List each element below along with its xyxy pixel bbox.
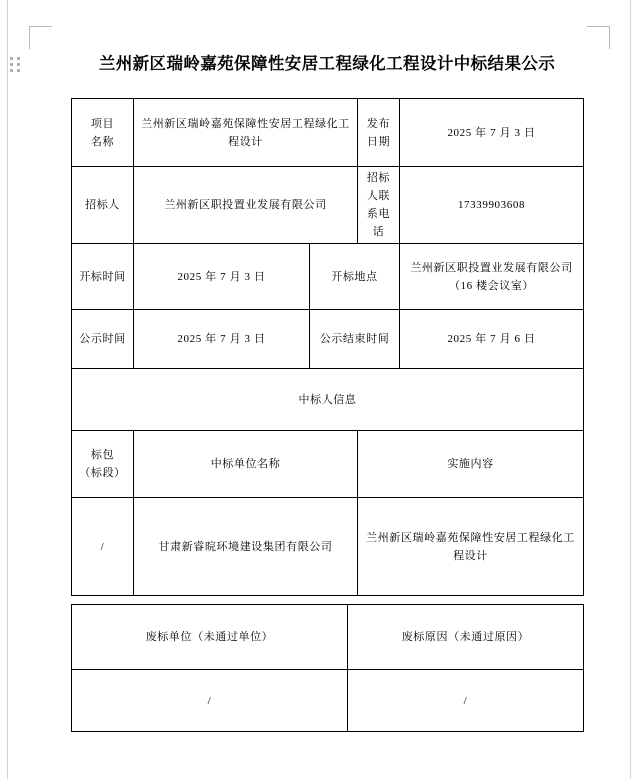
cell-publicity-time-value: 2025 年 7 月 3 日 bbox=[134, 310, 310, 369]
margin-corner-top-right-icon bbox=[587, 26, 610, 49]
table-row bbox=[72, 431, 584, 498]
page-title: 兰州新区瑞岭嘉苑保障性安居工程绿化工程设计中标结果公示 bbox=[98, 55, 556, 73]
page-edge-right bbox=[630, 0, 631, 779]
drag-dot bbox=[10, 63, 13, 66]
cell-winner-section-title: 中标人信息 bbox=[72, 369, 584, 431]
table-row bbox=[72, 99, 584, 167]
table-row bbox=[72, 498, 584, 596]
cell-publish-date-label: 发布日期 bbox=[358, 99, 400, 167]
margin-corner-top-left-icon bbox=[29, 26, 52, 49]
reject-info-table bbox=[71, 604, 584, 732]
cell-tenderer-value: 兰州新区职投置业发展有限公司 bbox=[134, 167, 358, 244]
table-row bbox=[72, 670, 584, 732]
table-row bbox=[72, 605, 584, 670]
cell-publicity-time-label: 公示时间 bbox=[72, 310, 134, 369]
cell-winner-unit-header: 中标单位名称 bbox=[134, 431, 358, 498]
page-edge-left bbox=[7, 0, 8, 779]
drag-dot bbox=[17, 63, 20, 66]
cell-project-name-label bbox=[72, 99, 134, 167]
cell-tenderer-label: 招标人 bbox=[72, 167, 134, 244]
table-row bbox=[72, 167, 584, 244]
cell-bid-open-place-label: 开标地点 bbox=[310, 244, 400, 310]
cell-lot-value: / bbox=[72, 498, 134, 596]
cell-reject-reason-header: 废标原因（未通过原因） bbox=[348, 605, 584, 670]
cell-publish-date-value: 2025 年 7 月 3 日 bbox=[400, 99, 584, 167]
cell-scope-value: 兰州新区瑞岭嘉苑保障性安居工程绿化工程设计 bbox=[358, 498, 584, 596]
project-name-label-line1: 项目 bbox=[90, 117, 115, 130]
bid-result-table bbox=[71, 98, 584, 596]
drag-dot bbox=[10, 69, 13, 72]
cell-tenderer-phone-label: 招标人联系电话 bbox=[358, 167, 400, 244]
cell-winner-unit-value: 甘肃新睿晥环境建设集团有限公司 bbox=[134, 498, 358, 596]
table-row bbox=[72, 369, 584, 431]
cell-reject-unit-value: / bbox=[72, 670, 348, 732]
table-row bbox=[72, 310, 584, 369]
cell-reject-reason-value: / bbox=[348, 670, 584, 732]
cell-publicity-end-value: 2025 年 7 月 6 日 bbox=[400, 310, 584, 369]
cell-bid-open-time-value: 2025 年 7 月 3 日 bbox=[134, 244, 310, 310]
table-row bbox=[72, 244, 584, 310]
project-name-label-line2: 名称 bbox=[90, 135, 115, 148]
drag-dot bbox=[17, 57, 20, 60]
drag-dot bbox=[10, 57, 13, 60]
cell-reject-unit-header: 废标单位（未通过单位） bbox=[72, 605, 348, 670]
drag-dot bbox=[17, 69, 20, 72]
cell-tenderer-phone-value: 17339903608 bbox=[400, 167, 584, 244]
cell-bid-open-time-label: 开标时间 bbox=[72, 244, 134, 310]
cell-bid-open-place-value: 兰州新区职投置业发展有限公司（16 楼会议室） bbox=[400, 244, 584, 310]
cell-scope-header: 实施内容 bbox=[358, 431, 584, 498]
drag-handle-icon[interactable] bbox=[10, 57, 21, 74]
cell-publicity-end-label: 公示结束时间 bbox=[310, 310, 400, 369]
cell-project-name-value: 兰州新区瑞岭嘉苑保障性安居工程绿化工程设计 bbox=[134, 99, 358, 167]
cell-lot-header bbox=[72, 431, 134, 498]
lot-header-line1: 标包 bbox=[90, 449, 115, 461]
lot-header-line2: （标段） bbox=[79, 467, 126, 479]
